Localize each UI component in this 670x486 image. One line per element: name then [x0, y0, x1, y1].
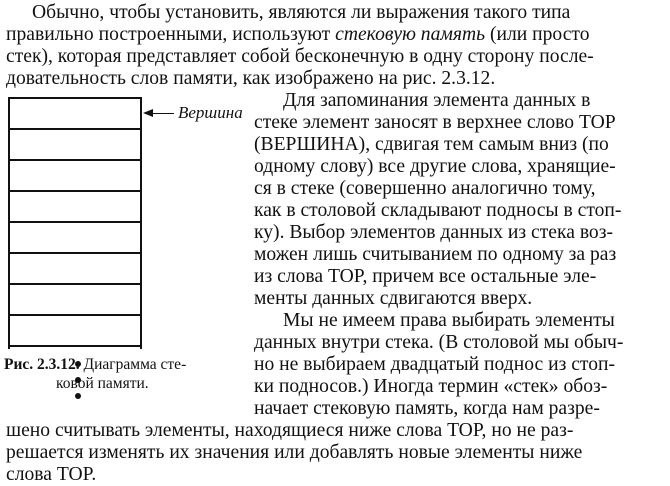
- text-line: слова TOP.: [6, 464, 97, 485]
- figure-caption-line2: ковой памяти.: [56, 375, 149, 392]
- figure-caption: [4, 355, 186, 374]
- continuation-dot: [75, 393, 81, 399]
- text-line: Мы не имеем права выбирать элементы: [283, 310, 615, 331]
- emphasis-term: стековую память: [335, 24, 486, 45]
- stack-cell-divider: [10, 345, 140, 347]
- text-line: начает стековую память, когда нам разре-: [254, 398, 600, 419]
- text-line: из слова TOP, причем все остальные эле-: [254, 266, 597, 287]
- text-line: одному слову) все другие слова, хранящие-: [254, 156, 616, 177]
- stack-cell-divider: [10, 221, 140, 223]
- caption-number: Рис. 2.3.12.: [4, 356, 80, 373]
- stack-cell-divider: [10, 97, 140, 99]
- text-line: ку). Выбор элементов данных из стека воз-: [254, 222, 613, 243]
- text-line: решается изменять их значения или добавлять новые элементы ниже: [6, 442, 583, 463]
- stack-cell-divider: [10, 190, 140, 192]
- text-span: правильно построенными, используют: [6, 24, 336, 45]
- text-line: довательность слов памяти, как изображено на рис. 2.3.12.: [6, 68, 496, 89]
- text-line: Обычно, чтобы установить, являются ли выражения такого типа: [32, 2, 571, 23]
- text-line: стеке элемент заносят в верхнее слово TOP: [254, 112, 616, 133]
- text-line: данных внутри стека. (В столовой мы обыч-: [254, 332, 624, 353]
- text-line: как в столовой складывают подносы в стоп-: [254, 200, 622, 221]
- caption-text: Диаграмма сте-: [83, 356, 187, 373]
- pointer-arrow-line: [146, 113, 174, 114]
- text-line: [6, 24, 590, 46]
- text-line: стек), которая представляет собой бесконечную в одну сторону после-: [6, 46, 594, 67]
- text-line: (ВЕРШИНА), сдвигая тем самым вниз (по: [254, 134, 609, 155]
- text-line: но не выбираем двадцатый поднос из стоп-: [254, 354, 616, 375]
- stack-cell-divider: [10, 314, 140, 316]
- stack-cell-divider: [10, 128, 140, 130]
- text-line: Для запоминания элемента данных в: [283, 90, 591, 111]
- stack-cell-divider: [10, 159, 140, 161]
- stack-cell-divider: [10, 283, 140, 285]
- text-line: ки подносов.) Иногда термин «стек» обоз-: [254, 376, 608, 397]
- text-span: (или просто: [485, 24, 590, 45]
- text-line: шено считывать элементы, находящиеся ниже слова TOP, но не раз-: [6, 420, 574, 441]
- text-line: ся в стеке (совершенно аналогично тому,: [254, 178, 596, 199]
- pointer-label: Вершина: [178, 103, 243, 122]
- text-line: можен лишь считыванием по одному за раз: [254, 244, 617, 265]
- stack-cell-divider: [10, 252, 140, 254]
- stack-diagram: [8, 97, 142, 349]
- text-line: менты данных сдвигаются вверх.: [254, 288, 533, 309]
